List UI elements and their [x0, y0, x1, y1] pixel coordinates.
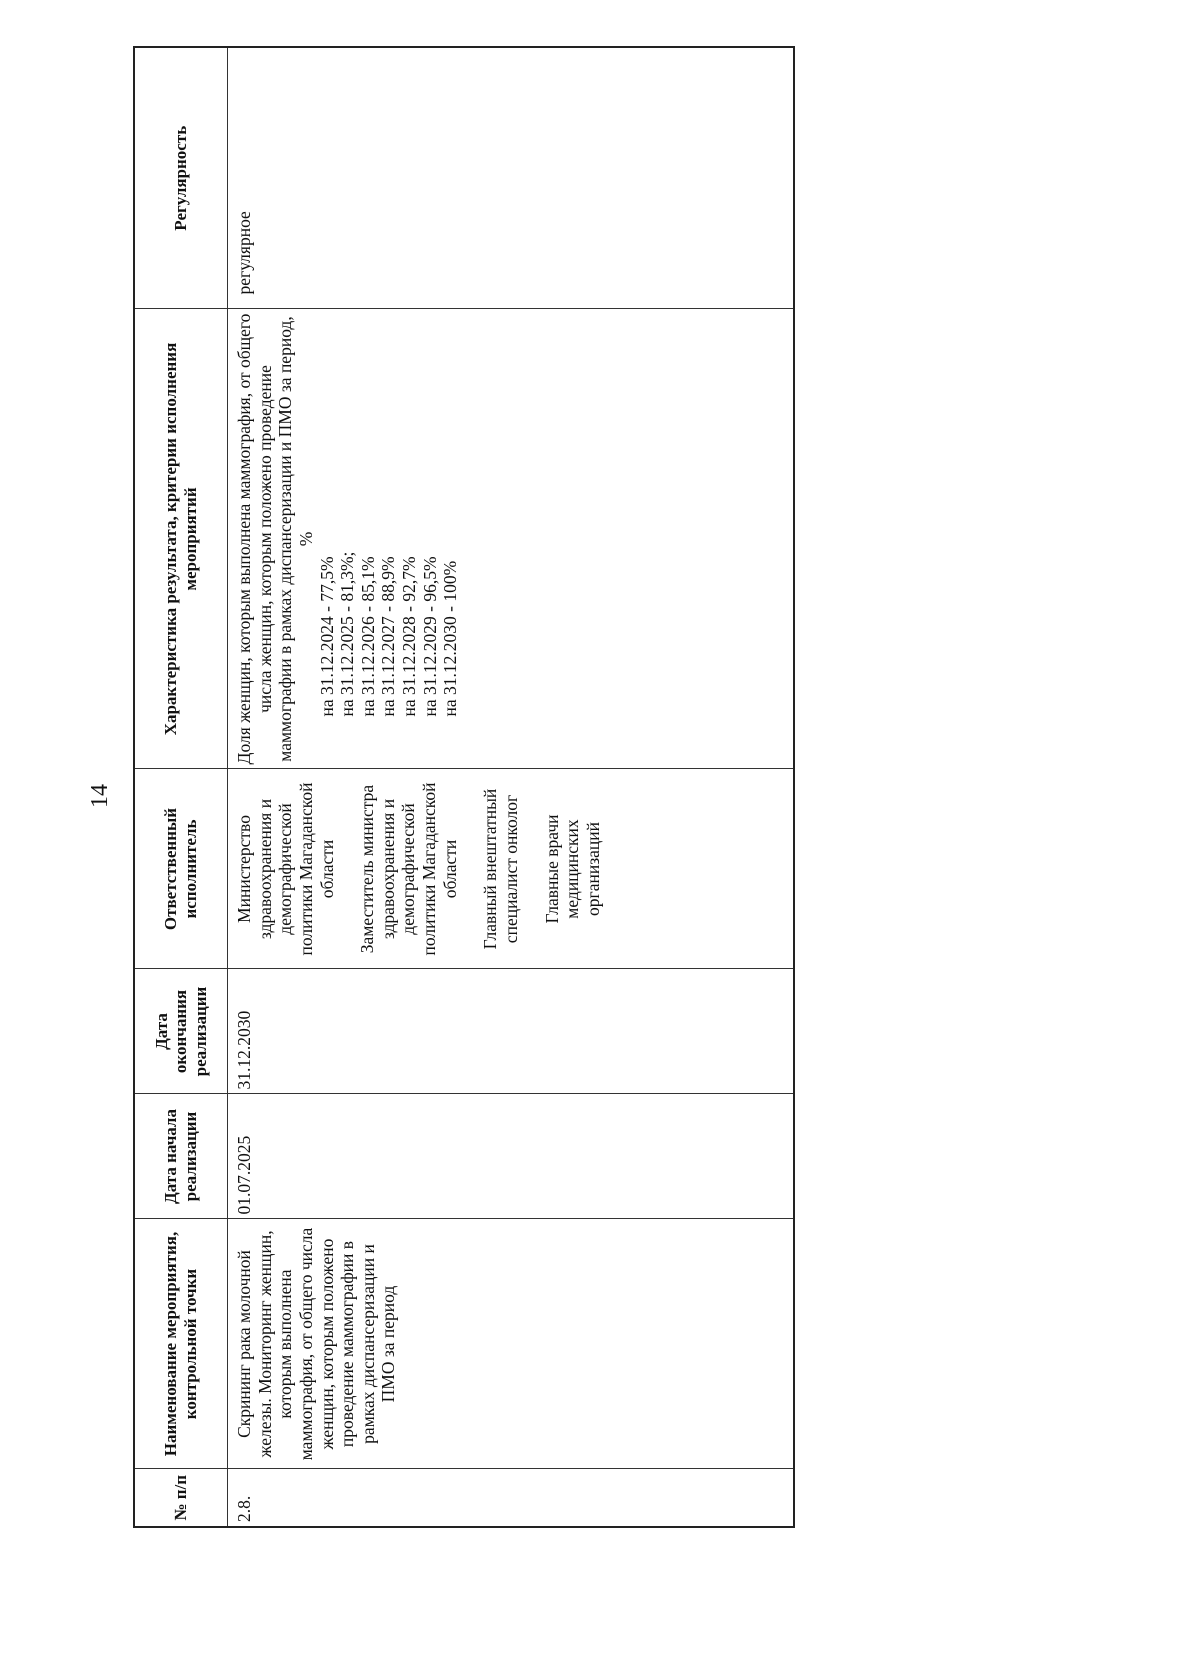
characteristic-value: на 31.12.2026 - 85,1% [357, 556, 378, 717]
start-date: 01.07.2025 [234, 1135, 254, 1215]
end-date: 31.12.2030 [234, 1010, 254, 1090]
header-end-date: Дата окончания реализации [134, 969, 228, 1094]
characteristic-value: на 31.12.2029 - 96,5% [419, 556, 440, 717]
header-regularity: Регулярность [134, 47, 228, 309]
table-header-row [134, 47, 228, 1527]
regularity-value: регулярное [234, 211, 254, 295]
characteristic-value: на 31.12.2027 - 88,9% [378, 556, 399, 717]
responsible-chief-doctors: Главные врачи медицинских организаций [541, 814, 603, 924]
cell-responsible [228, 769, 795, 969]
rotated-table-container [133, 48, 795, 1528]
responsible-chief-oncologist: Главный внештатный специалист онколог [480, 788, 522, 950]
characteristic-value: на 31.12.2028 - 92,7% [399, 556, 420, 717]
cell-name [228, 1219, 795, 1469]
page-number: 14 [87, 784, 113, 808]
characteristic-value: на 31.12.2024 - 77,5% [316, 556, 337, 717]
header-num: № п/п [134, 1469, 228, 1527]
responsible-deputy-minister: Заместитель министра здравоохранения и демографической политики Магаданской области [357, 782, 460, 956]
characteristic-value: на 31.12.2030 - 100% [440, 560, 461, 717]
characteristic-values-list [317, 314, 461, 765]
row-number: 2.8. [234, 1495, 254, 1522]
event-name: Скрининг рака молочной железы. Мониторинг женщин, которым выполнена маммография, от общего числа женщин, которым положено проведение маммографии в рамках диспансеризации и ПМО за период [234, 1227, 399, 1461]
characteristic-value: на 31.12.2025 - 81,3%; [337, 551, 358, 717]
table-row [228, 47, 795, 1527]
header-name: Наименование мероприятия, контрольной точки [134, 1219, 228, 1469]
header-start-date: Дата начала реализации [134, 1094, 228, 1219]
cell-regularity [228, 47, 795, 309]
cell-start-date [228, 1094, 795, 1219]
cell-num [228, 1469, 795, 1527]
header-responsible: Ответственный исполнитель [134, 769, 228, 969]
characteristic-intro: Доля женщин, которым выполнена маммография, от общего числа женщин, которым положено проведение маммографии в рамках диспансеризации и ПМО за период, % [234, 313, 316, 765]
responsible-ministry: Министерство здравоохранения и демографической политики Магаданской области [234, 782, 337, 956]
cell-characteristic [228, 309, 795, 769]
cell-end-date [228, 969, 795, 1094]
events-table [133, 46, 795, 1528]
header-characteristic: Характеристика результата, критерии исполнения мероприятий [134, 309, 228, 769]
